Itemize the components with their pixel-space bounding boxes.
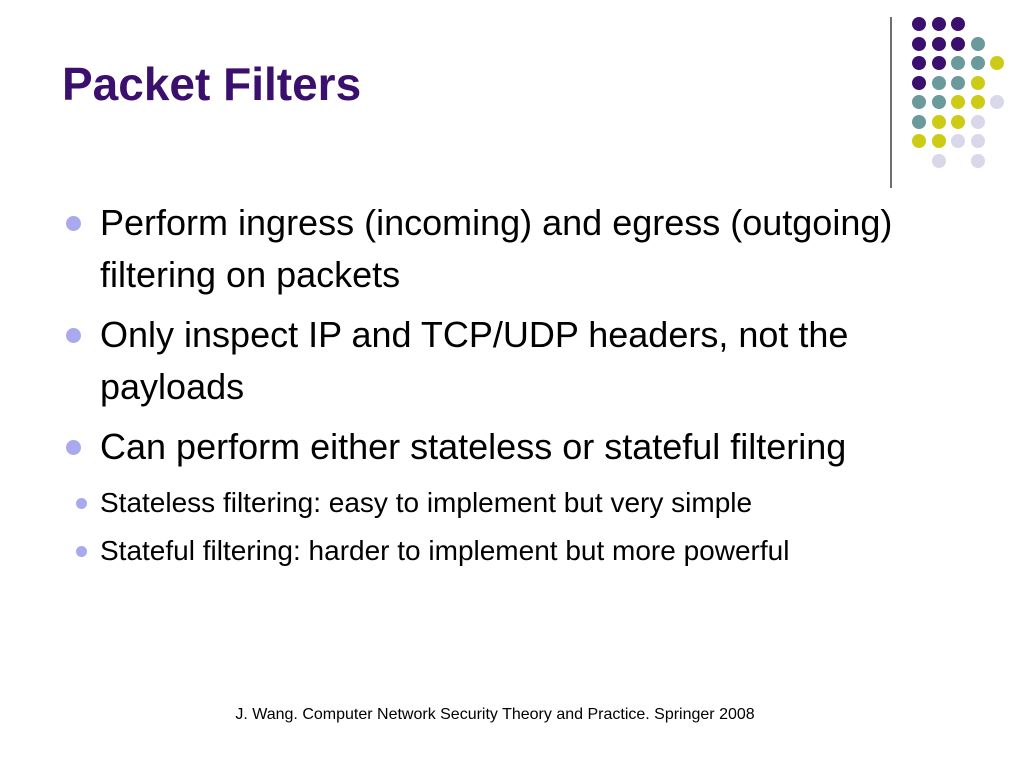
- bullet-item: [62, 309, 942, 413]
- decorative-dot: [951, 115, 965, 129]
- bullet-item: [62, 197, 942, 301]
- decorative-dot: [971, 76, 985, 90]
- decorative-dot: [932, 76, 946, 90]
- decorative-dot: [990, 95, 1004, 109]
- sub-bullet-list: [100, 479, 942, 575]
- slide-title: Packet Filters: [62, 58, 362, 110]
- decorative-dot: [932, 115, 946, 129]
- title-divider: [890, 17, 892, 188]
- decorative-dot: [971, 37, 985, 51]
- decorative-dot: [932, 56, 946, 70]
- sub-bullet-dot-icon: [76, 546, 87, 557]
- sub-bullet-text: Stateless filtering: easy to implement but very simple: [100, 487, 753, 518]
- bullet-dot-icon: [66, 216, 81, 231]
- decorative-dot: [912, 37, 926, 51]
- decorative-dot: [951, 56, 965, 70]
- decorative-dot: [932, 134, 946, 148]
- decorative-dot: [912, 76, 926, 90]
- decorative-dot: [932, 154, 946, 168]
- decorative-dot: [971, 115, 985, 129]
- decorative-dot: [912, 56, 926, 70]
- decorative-dot: [990, 56, 1004, 70]
- decorative-dot: [951, 76, 965, 90]
- sub-bullet-text: Stateful filtering: harder to implement but more powerful: [100, 535, 790, 566]
- decorative-dot-grid: [0, 0, 1024, 200]
- sub-bullet-item: [68, 527, 942, 575]
- bullet-dot-icon: [66, 440, 81, 455]
- decorative-dot: [912, 115, 926, 129]
- footer-citation: J. Wang. Computer Network Security Theory and Practice. Springer 2008: [235, 706, 755, 723]
- decorative-dot: [951, 17, 965, 31]
- decorative-dot: [971, 95, 985, 109]
- decorative-dot: [932, 95, 946, 109]
- bullet-dot-icon: [66, 328, 81, 343]
- decorative-dot: [932, 37, 946, 51]
- bullet-text: Perform ingress (incoming) and egress (outgoing) filtering on packets: [100, 202, 893, 295]
- decorative-dot: [971, 154, 985, 168]
- decorative-dot: [971, 56, 985, 70]
- bullet-list: [62, 197, 942, 583]
- decorative-dot: [912, 134, 926, 148]
- sub-bullet-dot-icon: [76, 498, 87, 509]
- bullet-text: Can perform either stateless or stateful filtering: [100, 426, 847, 467]
- decorative-dot: [951, 37, 965, 51]
- decorative-dot: [951, 134, 965, 148]
- decorative-dot: [912, 95, 926, 109]
- bullet-item: [62, 421, 942, 575]
- bullet-text: Only inspect IP and TCP/UDP headers, not the payloads: [100, 314, 849, 407]
- decorative-dot: [912, 17, 926, 31]
- sub-bullet-item: [68, 479, 942, 527]
- decorative-dot: [971, 134, 985, 148]
- decorative-dot: [932, 17, 946, 31]
- decorative-dot: [951, 95, 965, 109]
